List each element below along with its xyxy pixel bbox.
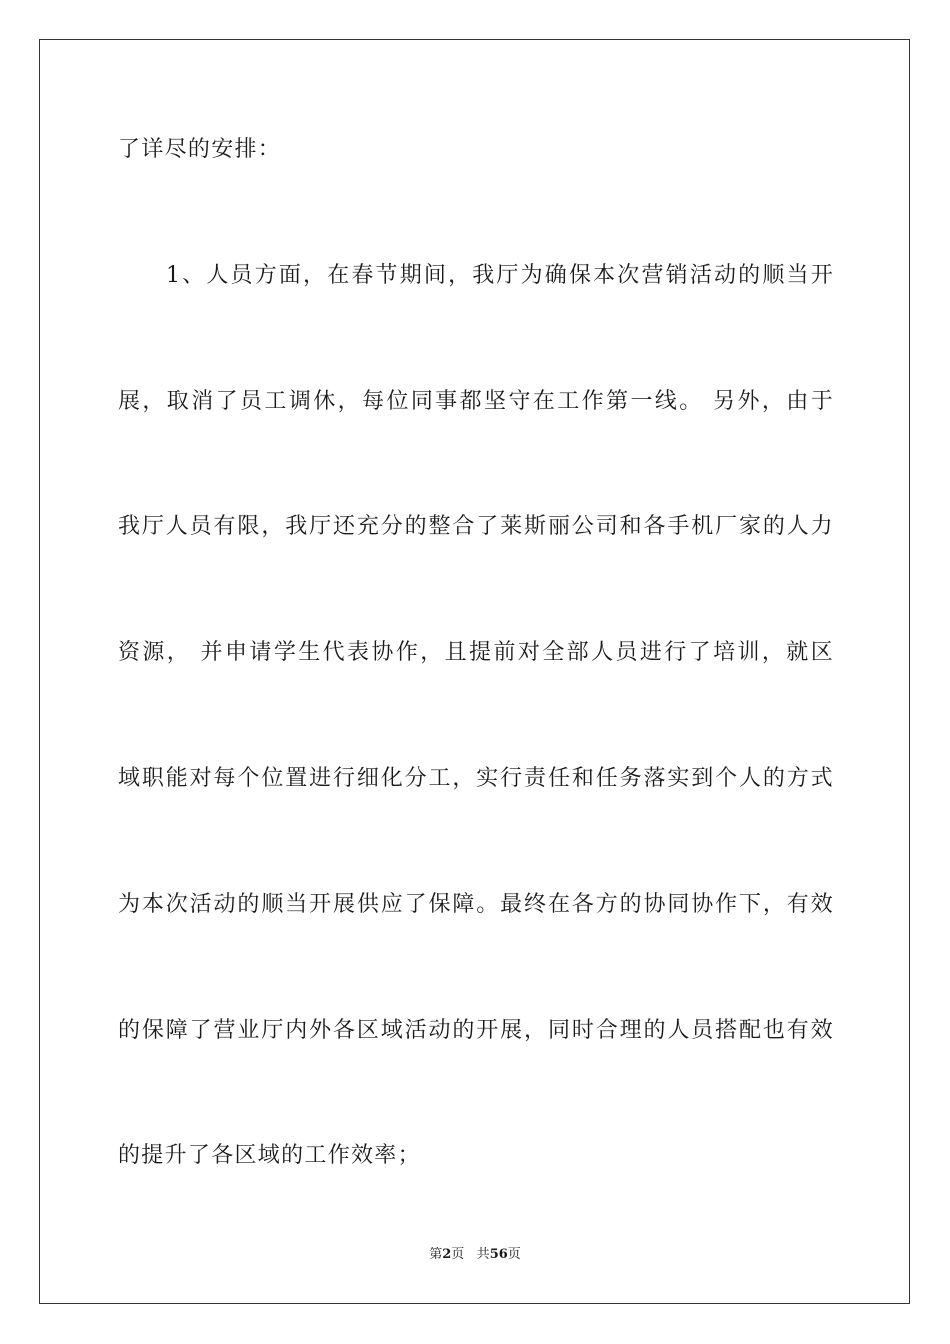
text-line-9: 的提升了各区域的工作效率；: [118, 1143, 421, 1168]
text-line-4: 我厅人员有限，我厅还充分的整合了莱斯丽公司和各手机厂家的人力: [118, 514, 834, 539]
page-border: [39, 39, 910, 1304]
text-line-6: 域职能对每个位置进行细化分工，实行责任和任务落实到个人的方式: [118, 766, 834, 791]
text-line-5: 资源， 并申请学生代表协作，且提前对全部人员进行了培训，就区: [118, 640, 834, 665]
text-line-7: 为本次活动的顺当开展供应了保障。最终在各方的协同协作下，有效: [118, 892, 834, 917]
text-line-3: 展，取消了员工调休，每位同事都坚守在工作第一线。 另外，由于: [118, 389, 834, 414]
text-line-2: 1、人员方面，在春节期间，我厅为确保本次营销活动的顺当开: [166, 263, 834, 288]
page-number: 2: [442, 1247, 452, 1262]
total-pages: 56: [489, 1247, 508, 1262]
text-line-1: 了详尽的安排：: [118, 137, 282, 162]
page-prefix: 第: [429, 1247, 443, 1262]
page-suffix: 页: [451, 1247, 465, 1262]
total-suffix: 页: [507, 1247, 521, 1262]
text-line-8: 的保障了营业厅内外各区域活动的开展，同时合理的人员搭配也有效: [118, 1018, 834, 1043]
page-footer: [0, 1246, 950, 1264]
total-prefix: 共: [476, 1247, 490, 1262]
